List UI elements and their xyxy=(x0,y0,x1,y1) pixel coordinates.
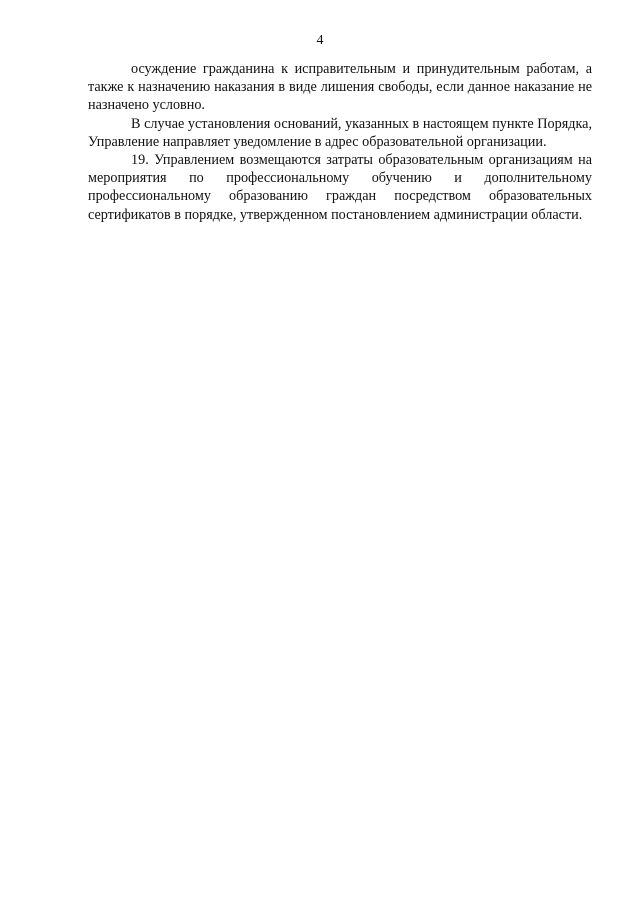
paragraph-conviction-continuation: осуждение гражданина к исправительным и принудительным работам, а также к назначению наказания в виде лишения свободы, если данное наказание не назначено условно. xyxy=(88,61,592,114)
document-body xyxy=(88,60,592,224)
page-number: 4 xyxy=(316,33,324,48)
paragraph-item-19: 19. Управлением возмещаются затраты образовательным организациям на мероприятия по профессиональному обучению и дополнительному профессиональному образованию граждан посредством образовательных сертификатов в порядке, утвержденном постановлением администрации области. xyxy=(88,152,592,223)
paragraph-notification: В случае установления оснований, указанных в настоящем пункте Порядка, Управление направляет уведомление в адрес образовательной организации. xyxy=(88,115,592,150)
